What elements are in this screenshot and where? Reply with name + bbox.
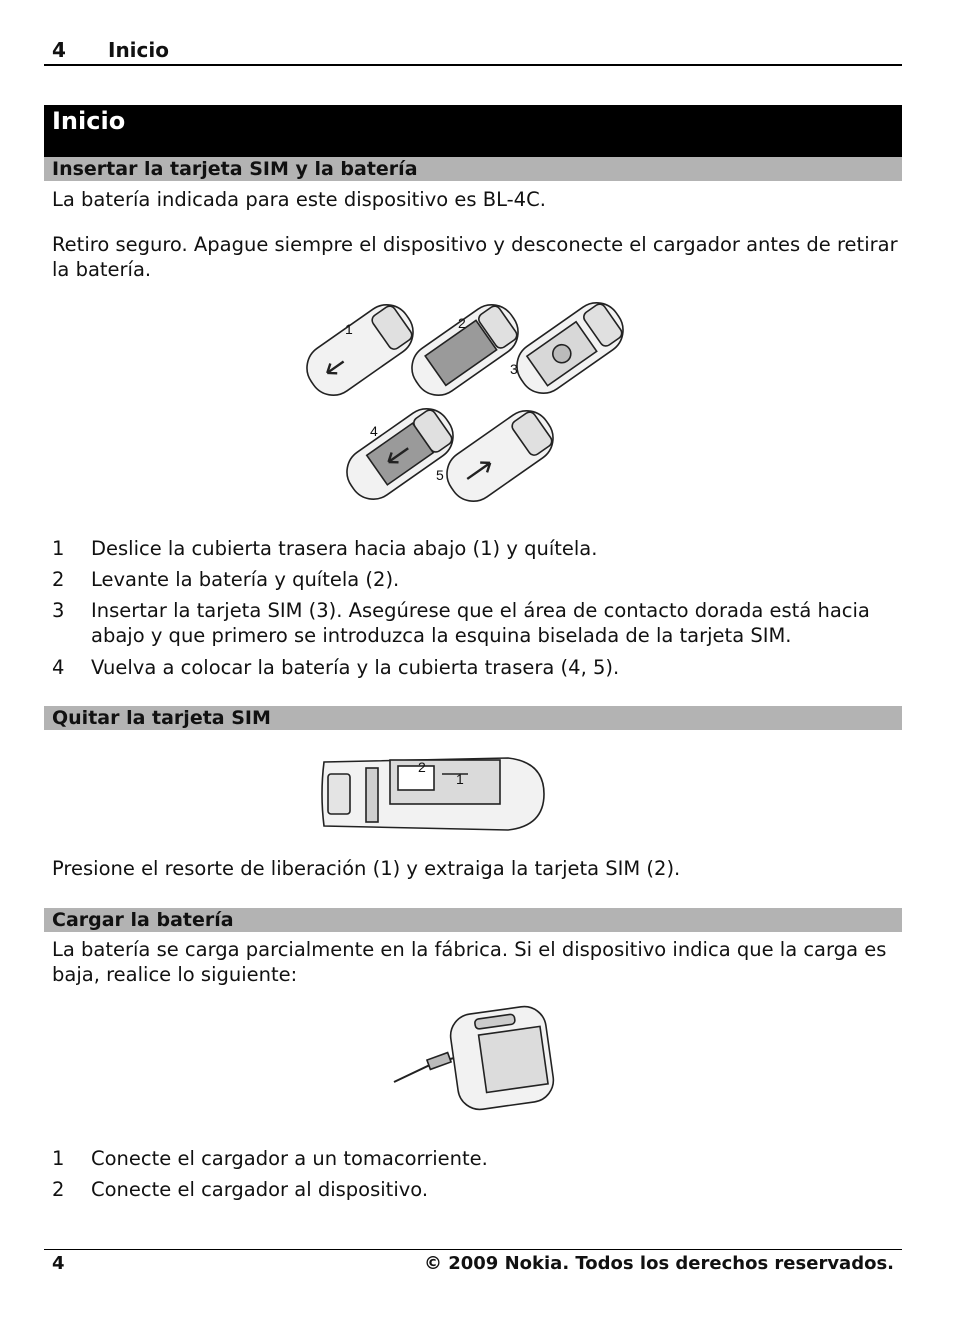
paragraph: La batería indicada para este dispositivo es BL-4C. (52, 188, 546, 211)
charger-connection-illustration (392, 1004, 558, 1108)
list-item-text: Conecte el cargador al dispositivo. (91, 1178, 429, 1201)
list-item-text: Levante la batería y quítela (2). (91, 568, 400, 591)
list-item-text: Insertar la tarjeta SIM (3). Asegúrese que el área de contacto dorada está hacia abajo y que primero se introduzca la esquina biselada de la tarjeta SIM. (91, 599, 870, 647)
chapter-title: Inicio (52, 107, 126, 135)
section-title: Cargar la batería (52, 909, 234, 931)
footer-copyright: © 2009 Nokia. Todos los derechos reservados. (423, 1253, 894, 1274)
paragraph: Retiro seguro. Apague siempre el dispositivo y desconecte el cargador antes de retirar la batería. (52, 233, 898, 281)
figure-label: 4 (370, 423, 378, 439)
section-title: Insertar la tarjeta SIM y la batería (52, 158, 418, 180)
header-section-title: Inicio (108, 38, 169, 62)
figure-label: 5 (436, 467, 444, 483)
footer-page-number: 4 (52, 1253, 65, 1274)
section-heading-remove-sim (44, 706, 902, 730)
header-page-number: 4 (52, 38, 66, 62)
section-heading-insert-sim (44, 157, 902, 181)
list-item-number: 3 (52, 599, 65, 622)
sim-removal-illustration (318, 752, 548, 836)
list-item-text: Conecte el cargador a un tomacorriente. (91, 1147, 488, 1170)
chapter-title-bar (44, 105, 902, 157)
footer-rule (44, 1249, 902, 1250)
figure-label: 2 (418, 759, 426, 775)
figure-label: 1 (456, 771, 464, 787)
figure-label: 2 (458, 315, 466, 331)
paragraph: La batería se carga parcialmente en la fábrica. Si el dispositivo indica que la carga es baja, realice lo siguiente: (52, 938, 887, 986)
list-item-number: 1 (52, 537, 65, 560)
paragraph: Presione el resorte de liberación (1) y extraiga la tarjeta SIM (2). (52, 857, 681, 880)
list-item-number: 2 (52, 1178, 65, 1201)
section-title: Quitar la tarjeta SIM (52, 707, 271, 729)
running-header (44, 36, 902, 66)
list-item-text: Vuelva a colocar la batería y la cubierta trasera (4, 5). (91, 656, 620, 679)
list-item-number: 4 (52, 656, 65, 679)
section-heading-charge-battery (44, 908, 902, 932)
list-item-number: 2 (52, 568, 65, 591)
figure-label: 3 (510, 361, 518, 377)
list-item-text: Deslice la cubierta trasera hacia abajo (1) y quítela. (91, 537, 598, 560)
figure-label: 1 (345, 321, 353, 337)
sim-battery-insertion-illustration (300, 298, 640, 518)
list-item-number: 1 (52, 1147, 65, 1170)
